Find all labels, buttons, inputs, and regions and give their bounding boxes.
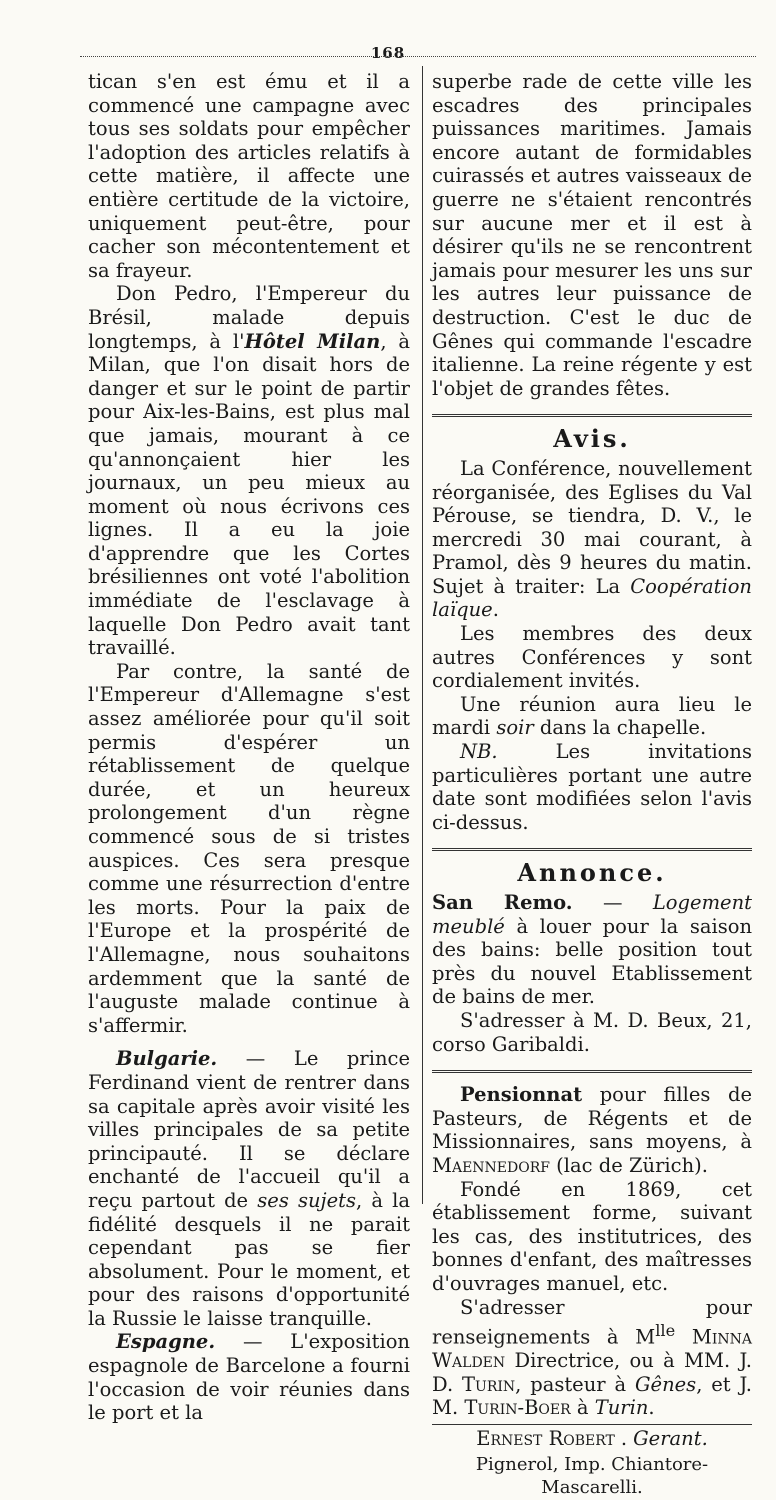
san-remo-address: S'adresser à M. D. Beux, 21, corso Garibaldi.	[432, 1008, 752, 1056]
avis-paragraph-1	[432, 457, 752, 622]
right-column	[432, 70, 752, 1500]
don-pedro-text-2: , à Milan, que l'on disait hors de danger et sur le point de partir pour Aix-les-Bains, est plus mal que jamais, mourant à ce qu'annonçaient hier les journaux, un peu mieux au moment où nous écrivons ces lignes. Il a eu la joie d'apprendre que les Cortes brésiliennes ont voté l'abolition immédiate de l'esclavage à laquelle Don Pedro avait tant travaillé.	[88, 329, 410, 660]
don-pedro-paragraph	[88, 282, 410, 660]
gerant-name: Ernest Robert	[476, 1426, 615, 1450]
contact-text-5: à	[570, 1396, 595, 1420]
avis-p3-text-2: dans la chapelle.	[533, 716, 707, 740]
header-rule	[80, 56, 756, 57]
left-paragraph-1: tican s'en est ému et il a commencé une campagne avec tous ses soldats pour empêcher l'adoption des articles relatifs à cette matière, il affecte une entière certitude de la victoire, uniquement peut-être, pour cacher son mécontentement et sa frayeur.	[88, 70, 410, 282]
espagne-heading: Espagne.	[116, 1330, 216, 1354]
bulgarie-text-1: — Le prince Ferdinand vient de rentrer dans sa capitale après avoir visité les villes principales de sa petite principauté. Il se déclare enchanté de l'accueil qu'il a reçu partout de	[88, 1047, 410, 1212]
contact-text-1: S'adresser pour renseignements à M	[432, 1295, 752, 1349]
contact-turin-boer: Turin-Boer	[464, 1396, 571, 1420]
san-remo-label: San Remo.	[432, 891, 573, 914]
san-remo-text: à louer pour la saison des bains: belle position tout près du nouvel Etablissement de bains de mer.	[432, 914, 752, 1009]
left-column	[88, 70, 410, 1425]
right-paragraph-1: superbe rade de cette ville les escadres des principales puissances maritimes. Jamais encore autant de formidables cuirassés et autres vaisseaux de guerre ne s'étaient rencontrés sur aucune mer et il est à désirer qu'ils ne se rencontrent jamais pour mesurer les uns sur les autres leur puissance de destruction. C'est le duc de Gênes qui commande l'escadre italienne. La reine régente y est l'objet de grandes fêtes.	[432, 70, 752, 400]
avis-heading: Avis.	[553, 424, 631, 454]
bulgarie-heading: Bulgarie.	[116, 1047, 218, 1071]
ses-sujets: ses sujets	[257, 1188, 356, 1212]
pensionnat-contact	[432, 1296, 752, 1420]
contact-mlle: lle	[655, 1321, 676, 1341]
gerant-title: Gerant.	[633, 1426, 708, 1450]
column-divider	[422, 66, 423, 1204]
nb-text: Les invitations particulières portant une autre date sont modifiées selon l'avis ci-dessus.	[432, 740, 752, 834]
espagne-paragraph	[88, 1330, 410, 1424]
avis-text-1: La Conférence, nouvellement réorganisée, des Eglises du Val Pérouse, se tiendra, D. V., le mercredi 30 mai courant, à Pramol, dès 9 heures du matin. Sujet à traiter: La	[432, 456, 752, 598]
san-remo-paragraph	[432, 891, 752, 1009]
spacer	[88, 1037, 410, 1047]
contact-turin: Turin	[462, 1372, 516, 1396]
maennedorf: Maennedorf	[432, 1153, 550, 1177]
allemagne-paragraph: Par contre, la santé de l'Empereur d'Allemagne s'est assez améliorée pour qu'il soit permis d'espérer un rétablissement de quelque durée, et un heureux prolongement d'un règne commencé sous de si tristes auspices. Ces sera presque comme une résurrection d'entre les morts. Pour la paix de l'Europe et la prospérité de l'Allemagne, nous souhaitons ardemment que la santé de l'auguste malade continue à s'affermir.	[88, 659, 410, 1037]
pensionnat-founded: Fondé en 1869, cet établissement forme, suivant les cas, des institutrices, des bonnes d'enfant, des maîtresses d'ouvrages manuel, etc.	[432, 1177, 752, 1295]
contact-text-3: , pasteur à	[515, 1372, 635, 1396]
contact-text-4: , et J. M.	[432, 1372, 752, 1420]
contact-turin-city: Turin	[594, 1396, 649, 1420]
avis-text-2: .	[492, 598, 499, 622]
contact-genes: Gênes	[634, 1372, 697, 1396]
annonce-heading: Annonce.	[517, 858, 667, 888]
avis-subject: Coopération laïque	[432, 574, 752, 622]
avis-paragraph-3	[432, 693, 752, 740]
gerant-line	[432, 1424, 752, 1451]
imprint-line: Pignerol, Imp. Chiantore-Mascarelli.	[475, 1453, 709, 1499]
san-remo-logement: Logement meublé	[432, 891, 752, 938]
section-separator	[432, 414, 752, 417]
hotel-milan: Hôtel Milan	[244, 329, 381, 353]
pensionnat-text-2: (lac de Zürich).	[549, 1153, 708, 1177]
avis-p3-soir: soir	[496, 716, 534, 740]
espagne-text: — L'exposition espagnole de Barcelone a fourni l'occasion de voir réunies dans le port et la	[88, 1330, 410, 1425]
pensionnat-label: Pensionnat	[460, 1083, 583, 1107]
avis-nb	[432, 740, 752, 834]
contact-text-2: Directrice, ou à MM. J. D.	[432, 1349, 752, 1396]
page-number: 168	[370, 44, 406, 62]
gerant-sep: .	[620, 1426, 628, 1450]
san-remo-dash: —	[572, 891, 653, 914]
contact-text-6: .	[648, 1396, 655, 1420]
bulgarie-paragraph	[88, 1047, 410, 1330]
section-separator	[432, 1070, 752, 1073]
avis-paragraph-2: Les membres des deux autres Conférences y sont cordialement invités.	[432, 622, 752, 693]
avis-p3-text-1: Une réunion aura lieu le mardi	[432, 692, 752, 740]
don-pedro-text-1: Don Pedro, l'Empereur du Brésil, malade depuis longtemps, à l'	[88, 282, 410, 353]
contact-minna: Minna Walden	[432, 1325, 752, 1373]
section-separator	[432, 848, 752, 851]
nb-label: NB.	[460, 740, 498, 764]
bulgarie-text-2: , à la fidélité desquels il ne parait cependant pas se fier absolument. Pour le moment, et pour des raisons d'opportunité la Russie le laisse tranquille.	[88, 1188, 410, 1330]
pensionnat-text-1: pour filles de Pasteurs, de Régents et de Missionnaires, sans moyens, à	[432, 1083, 752, 1154]
pensionnat-paragraph	[432, 1083, 752, 1177]
